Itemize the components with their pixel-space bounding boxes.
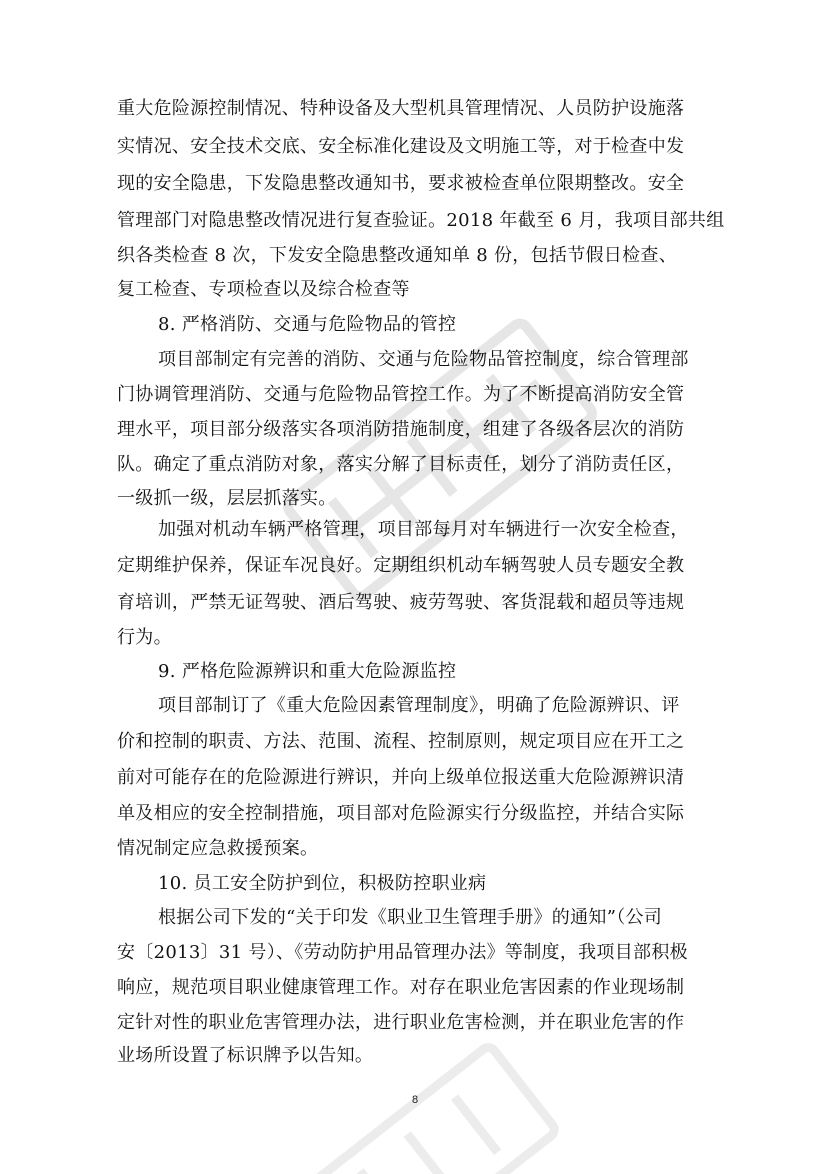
paragraph-line: 项目部制定有完善的消防、交通与危险物品管控制度，综合管理部 — [158, 349, 689, 370]
paragraph-line: 复工检查、专项检查以及综合检查等 — [117, 279, 410, 300]
paragraph-line: 织各类检查 8 次，下发安全隐患整改通知单 8 份，包括节假日检查、 — [117, 245, 677, 266]
paragraph-line: 门协调管理消防、交通与危险物品管控工作。为了不断提高消防安全管 — [117, 384, 685, 405]
paragraph-line: 项目部制订了《重大危险因素管理制度》，明确了危险源辨识、评 — [158, 695, 680, 716]
paragraph-line: 行为。 — [117, 627, 172, 648]
paragraph-line: 单及相应的安全控制措施，项目部对危险源实行分级监控，并结合实际 — [117, 803, 685, 824]
section-heading: 9. 严格危险源辨识和重大危险源监控 — [158, 661, 457, 682]
paragraph-line: 定期维护保养，保证车况良好。定期组织机动车辆驾驶人员专题安全教 — [117, 555, 685, 576]
paragraph-line: 价和控制的职责、方法、范围、流程、控制原则，规定项目应在开工之 — [117, 731, 685, 752]
page-number: 8 — [411, 1094, 419, 1106]
paragraph-line: 现的安全隐患，下发隐患整改通知书，要求被检查单位限期整改。安全 — [117, 173, 685, 194]
paragraph-line: 加强对机动车辆严格管理，项目部每月对车辆进行一次安全检查， — [158, 519, 689, 540]
paragraph-line: 定针对性的职业危害管理办法，进行职业危害检测，并在职业危害的作 — [117, 1012, 685, 1033]
paragraph-line: 实情况、安全技术交底、安全标准化建设及文明施工等，对于检查中发 — [117, 136, 685, 157]
section-heading: 8. 严格消防、交通与危险物品的管控 — [158, 314, 457, 335]
paragraph-line: 安〔2013〕31 号）、《劳动防护用品管理办法》等制度，我项目部积极 — [117, 942, 688, 963]
paragraph-line: 根据公司下发的“关于印发《职业卫生管理手册》的通知”（公司 — [158, 907, 663, 928]
paragraph-line: 业场所设置了标识牌予以告知。 — [117, 1045, 374, 1066]
paragraph-line: 情况制定应急救援预案。 — [117, 838, 319, 859]
paragraph-line: 前对可能存在的危险源进行辨识，并向上级单位报送重大危险源辨识清 — [117, 767, 685, 788]
paragraph-line: 管理部门对隐患整改情况进行复查验证。2018 年截至 6 月，我项目部共组 — [117, 210, 725, 231]
paragraph-line: 一级抓一级，层层抓落实。 — [117, 488, 337, 509]
paragraph-line: 理水平，项目部分级落实各项消防措施制度，组建了各级各层次的消防 — [117, 419, 685, 440]
section-heading: 10. 员工安全防护到位，积极防控职业病 — [158, 873, 487, 894]
paragraph-line: 队。确定了重点消防对象，落实分解了目标责任，划分了消防责任区， — [117, 454, 685, 475]
paragraph-line: 育培训，严禁无证驾驶、酒后驾驶、疲劳驾驶、客货混载和超员等违规 — [117, 592, 685, 613]
paragraph-line: 重大危险源控制情况、特种设备及大型机具管理情况、人员防护设施落 — [117, 98, 685, 119]
paragraph-line: 响应，规范项目职业健康管理工作。对存在职业危害因素的作业现场制 — [117, 977, 685, 998]
